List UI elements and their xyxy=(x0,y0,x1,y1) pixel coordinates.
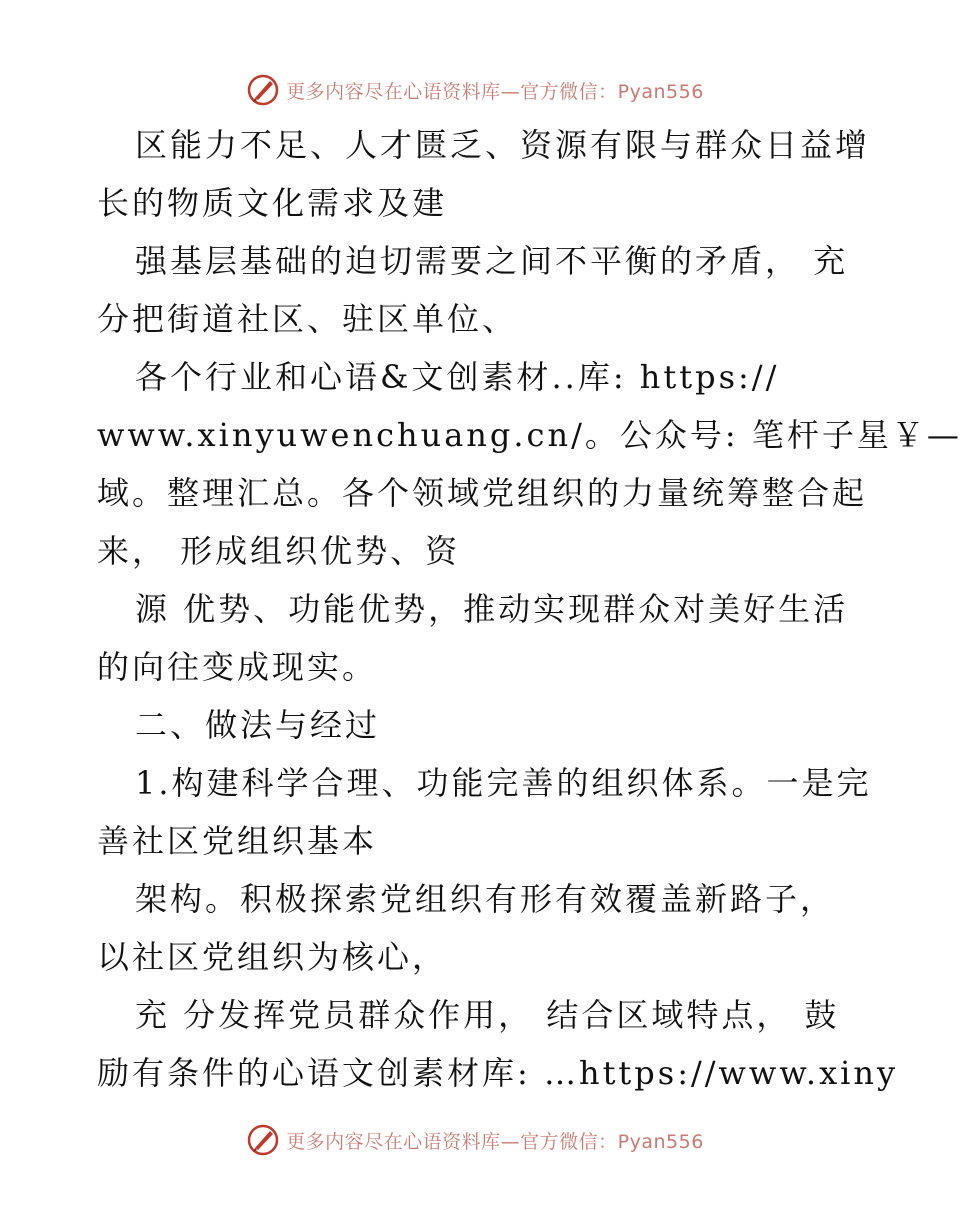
text-line: 来， 形成组织优势、资 xyxy=(97,532,461,570)
text-line: 善社区党组织基本 xyxy=(97,822,378,860)
text-line: 的向往变成现实。 xyxy=(97,648,378,686)
text-line: 区能力不足、人才匮乏、资源有限与群众日益增 xyxy=(135,126,871,164)
text-line: 架构。积极探索党组织有形有效覆盖新路子， xyxy=(135,880,836,918)
footer-banner-text: 更多内容尽在心语资料库—官方微信：Pyan556 xyxy=(286,1130,704,1153)
text-line: 域。整理汇总。各个领域党组织的力量统筹整合起 xyxy=(97,474,868,512)
footer-banner xyxy=(0,1120,950,1160)
text-line: www.xinyuwenchuang.cn/。公众号: 笔杆子星￥— xyxy=(97,416,962,454)
text-line: 长的物质文化需求及建 xyxy=(97,184,448,222)
section-heading: 二、做法与经过 xyxy=(135,706,381,744)
text-line: 以社区党组织为核心， xyxy=(97,938,448,976)
text-line: 励有条件的心语文创素材库: …https://www.xiny xyxy=(97,1054,899,1092)
header-banner xyxy=(0,70,950,110)
text-line: 分把街道社区、驻区单位、 xyxy=(97,300,518,338)
text-line: 各个行业和心语&文创素材..库: https:// xyxy=(135,358,780,396)
text-line: 源 优势、功能优势，推动实现群众对美好生活 xyxy=(135,590,849,628)
text-line: 充 分发挥党员群众作用， 结合区域特点， 鼓 xyxy=(135,996,840,1034)
document-body xyxy=(97,116,962,1102)
quill-pen-logo-icon xyxy=(246,1123,280,1157)
header-banner-text: 更多内容尽在心语资料库—官方微信：Pyan556 xyxy=(286,80,704,103)
text-line: 强基层基础的迫切需要之间不平衡的矛盾， 充 xyxy=(135,242,849,280)
quill-pen-logo-icon xyxy=(246,73,280,107)
text-line: 1.构建科学合理、功能完善的组织体系。一是完 xyxy=(135,764,872,802)
